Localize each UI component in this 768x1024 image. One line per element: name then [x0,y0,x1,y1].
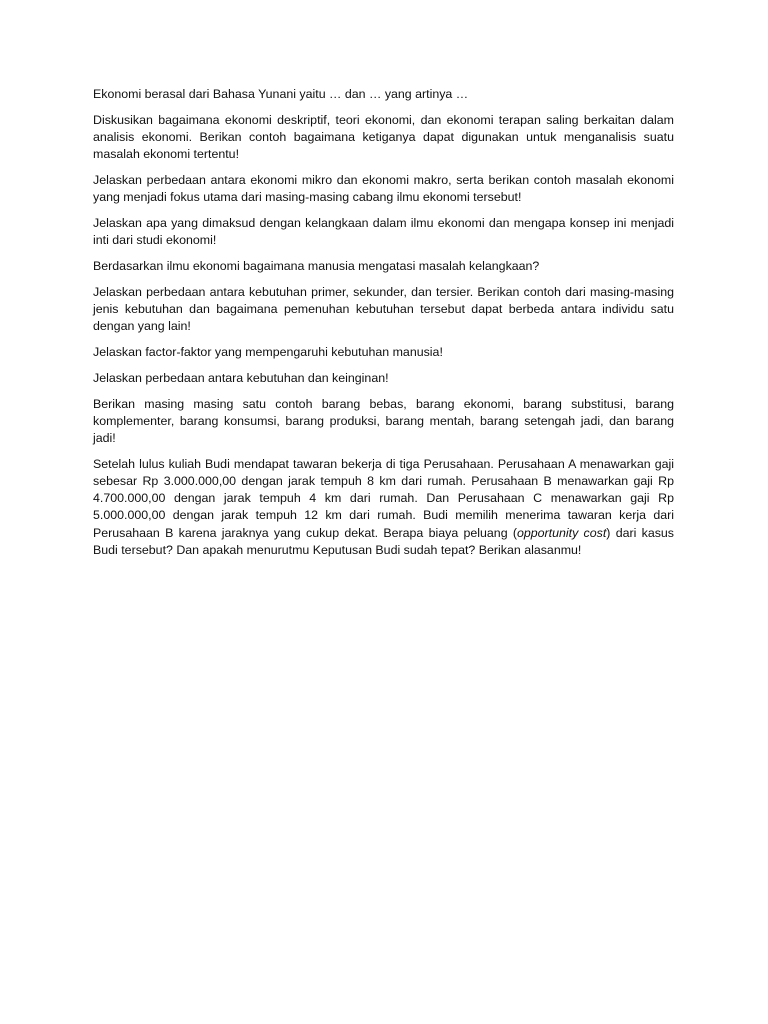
question-8: Jelaskan perbedaan antara kebutuhan dan keinginan! [93,370,389,385]
opportunity-cost-term: opportunity cost [516,525,607,540]
case-study-text-end: ) dari kasus Budi tersebut? Dan apakah menurutmu Keputusan Budi sudah tepat? Berikan alasanmu! [93,525,674,557]
question-3: Jelaskan perbedaan antara ekonomi mikro dan ekonomi makro, serta berikan contoh masalah ekonomi yang menjadi fokus utama dari masing-masing cabang ilmu ekonomi tersebut! [93,173,674,205]
question-9: Berikan masing masing satu contoh barang bebas, barang ekonomi, barang substitusi, barang komplementer, barang konsumsi, barang produksi, barang mentah, barang setengah jadi, dan barang jadi! [93,396,674,445]
case-study-text-start: Setelah lulus kuliah Budi mendapat tawaran bekerja di tiga Perusahaan. Perusahaan A menawarkan gaji sebesar Rp 3.000.000,00 dengan jarak tempuh 8 km dari rumah. Perusahaan B menawarkan gaji Rp 4.700.000,00 dengan jarak tempuh 4 km dari rumah. Dan Perusahaan C menawarkan gaji Rp 5.000.000,00 dengan jarak tempuh 12 km dari rumah. Budi memilih menerima tawaran kerja dari Perusahaan B karena jaraknya yang cukup dekat. Berapa biaya peluang ( [93,456,674,540]
question-6: Jelaskan perbedaan antara kebutuhan primer, sekunder, dan tersier. Berikan contoh dari masing-masing jenis kebutuhan dan bagaimana pemenuhan kebutuhan tersebut dapat berbeda antara individu satu dengan yang lain! [93,284,674,334]
question-5: Berdasarkan ilmu ekonomi bagaimana manusia mengatasi masalah kelangkaan? [93,259,540,273]
question-10-case-study [93,456,674,559]
document-body [93,86,674,568]
question-4: Jelaskan apa yang dimaksud dengan kelangkaan dalam ilmu ekonomi dan mengapa konsep ini menjadi inti dari studi ekonomi! [93,216,674,248]
question-1: Ekonomi berasal dari Bahasa Yunani yaitu … dan … yang artinya … [93,87,469,101]
question-2: Diskusikan bagaimana ekonomi deskriptif, teori ekonomi, dan ekonomi terapan saling berkaitan dalam analisis ekonomi. Berikan contoh bagaimana ketiganya dapat digunakan untuk menganalisis suatu masalah ekonomi tertentu! [93,112,674,162]
question-7: Jelaskan factor-faktor yang mempengaruhi kebutuhan manusia! [93,345,443,359]
